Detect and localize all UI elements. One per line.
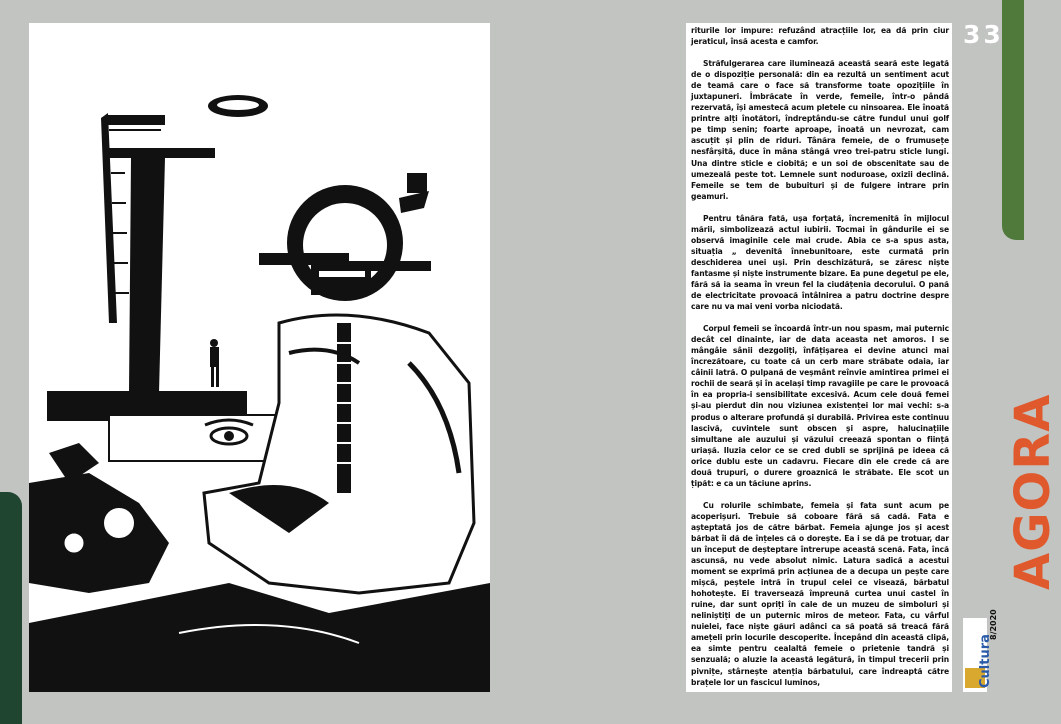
- article-paragraph-5: Cu rolurile schimbate, femeia și fata sunt acum pe acoperișuri. Trebuie să coboare fără să cadă. Fata e așteptată jos de către bărbat. Femeia ajunge jos și acest bărbat îi dă de înțeles că o dorește. Ea i se dă pe trotuar, dar un început de deșteptare întrerupe această scenă. Fata, încă ascunsă, nu vede absolut nimic. Latura sadică a acestui moment se exprimă prin acțiunea de a decupa un pește care mișcă, peștele intră în trupul celei ce visează, bărbatul hohotește. Ei traversează împreună curtea unui castel în ruine, dar sunt opriți în cale de un muzeu de simboluri și neliniștiți de un puternic miros de meteor. Fata, cu vârful nuielei, face niște găuri adânci ca să poată să treacă fără amețeli prin locurile descoperite. Începând din această clipă, ea simte pentru cealaltă femeie o prietenie tandră și senzuală; o aluzie la această legătură, în timpul trecerii prin pivnițe, stârnește atenția bărbatului, care îndreaptă către brațele lor un fascicul luminos,: [691, 500, 949, 687]
- logo-text: Cultura: [978, 634, 993, 688]
- flying-saucer-shape: [208, 95, 268, 117]
- article-text-column: [686, 23, 952, 692]
- article-paragraph-3: Pentru tânăra fată, ușa forțată, încremenită în mijlocul mării, simbolizează actul iubirii. Tocmai în gândurile ei se observă imaginile cele mai crude. Abia ce s-a spus asta, situația „ devenită înnebunitoare, este curmată prin deschiderea unei uși. Prin deschizătură, se zăresc niște fantasme și niște instrumente bizare. Ea pune degetul pe ele, fără să ia seama în vreun fel la ciudățenia decorului. O pană de electricitate provoacă întâlnirea a patru doctrine despre care nu va mai veni vorba niciodată.: [691, 213, 949, 312]
- page-number: 33: [963, 20, 1004, 49]
- green-edge-tab: [1002, 0, 1024, 240]
- magazine-logo: [963, 618, 993, 692]
- collage-illustration: [29, 23, 490, 692]
- article-paragraph-1: riturile lor impure: refuzând atracțiile lor, ea dă prin ciur jeraticul, însă acesta e camfor.: [691, 26, 949, 47]
- article-paragraph-4: Corpul femeii se încoardă într-un nou spasm, mai puternic decât cel dinainte, iar de data aceasta net amoros. I se mângâie sânii dezgoliți, înfățișarea ei devine atunci mai încrezătoare, cu toate că un cerb mare străbate odaia, iar câinii latră. O pulpană de veșmânt reînvie amintirea primei ei rochii de seară și în același timp ravagiile pe care le provoacă în ea propria-i sensibilitate excesivă. Acum cele două femei și-au pierdut din nou viziunea existenței lor mai vechi: s-a produs o alterare profundă și durabilă. Privirea este continuu lascivă, cuvintele sunt obscen și aspre, halucinațiile simultane ale auzului și văzului creează spontan o ființă uriașă. Iluzia celor ce se cred dubli se sprijină pe ideea că orice dublu este un cadavru. Fiecare din ele crede că are două trupuri, o durere groaznică le străbate. Ele scot un țipăt: e ca un tăciune aprins.: [691, 324, 949, 488]
- dark-green-edge-tab: [0, 492, 22, 724]
- article-paragraph-2: Străfulgerarea care iluminează această seară este legată de o dispoziție personală: din ea rezultă un sentiment acut de teamă care o face să transforme toate opozițiile în juxtapuneri. Îmbrăcate în verde, femeile, într-o pândă rezervată, își amestecă acum pletele cu ninsoarea. Ele înoată printre alți înotători, îndreptându-se către fundul unui golf pe timp senin; foarte aproape, înoată un nevrozat, cam ascuțit și plin de riduri. Tânăra femeie, de o frumusețe nesfârșită, duce în mâna stângă vreo trei-patru sticle lungi. Una dintre sticle e ciobită; e un soi de obscenitate sau de umezeală peste tot. Lemnele sunt noduroase, oxizii declină. Femeile se tem de bubuituri și de fulgere intrare prin geamuri.: [691, 59, 949, 201]
- surreal-collage-art: [29, 23, 490, 692]
- issue-number: 8/2020: [989, 609, 998, 640]
- section-title-agora: AGORA: [1005, 393, 1061, 590]
